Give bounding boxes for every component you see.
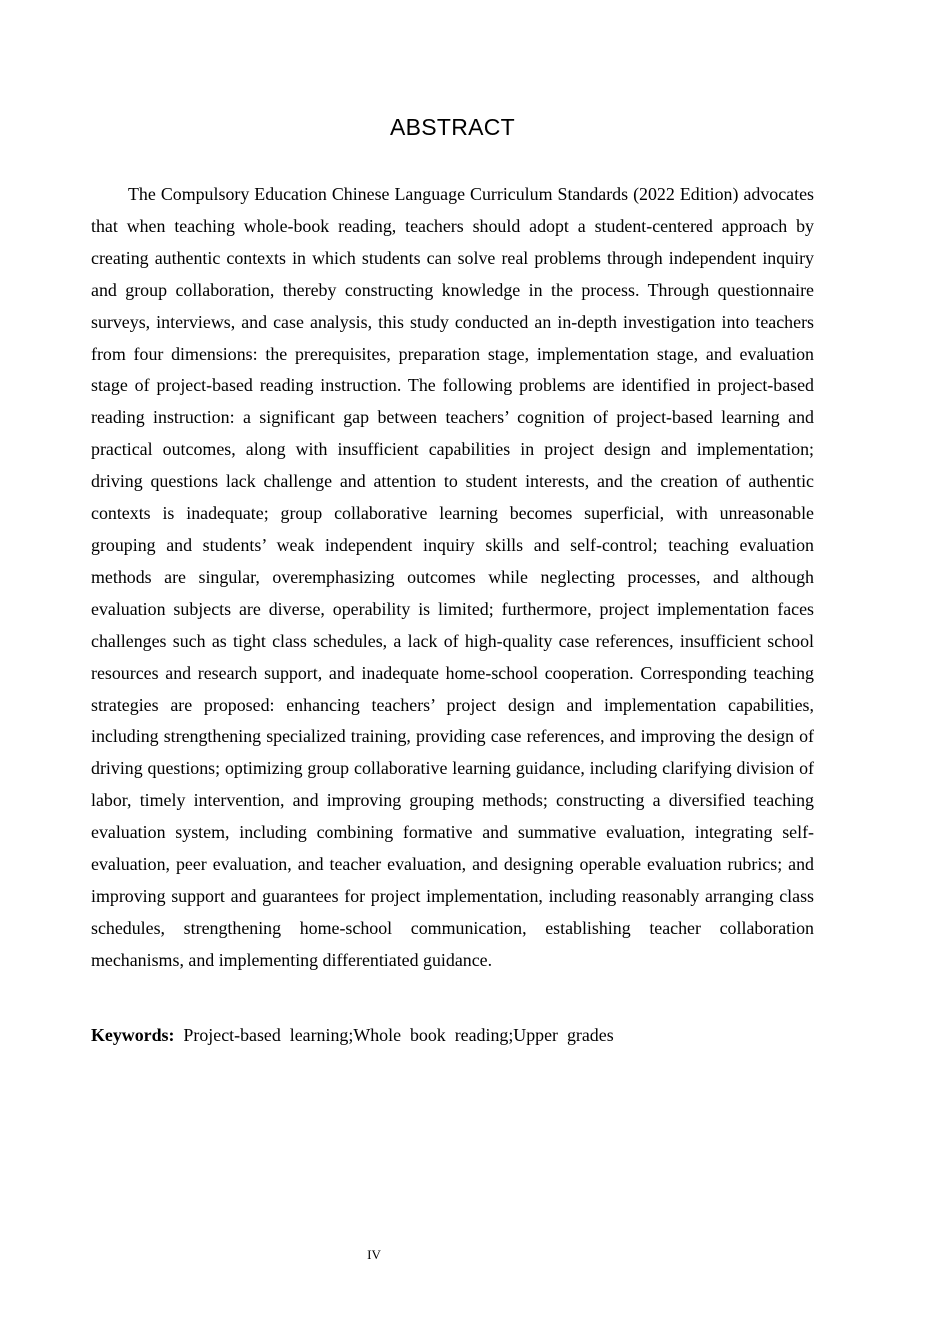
abstract-body: The Compulsory Education Chinese Language Curriculum Standards (2022 Edition) advocates that when teaching whole-book reading, teachers should adopt a student-centered approach by creating authentic contexts in which students can solve real problems through independent inquiry and group collaboration, thereby constructing knowledge in the process. Through questionnaire surveys, interviews, and case analysis, this study conducted an in-depth investigation into teachers from four dimensions: the prerequisites, preparation stage, implementation stage, and evaluation stage of project-based reading instruction. The following problems are identified in project-based reading instruction: a significant gap between teachers’ cognition of project-based learning and practical outcomes, along with insufficient capabilities in project design and implementation; driving questions lack challenge and attention to student interests, and the creation of authentic contexts is inadequate; group collaborative learning becomes superficial, with unreasonable grouping and students’ weak independent inquiry skills and self-control; teaching evaluation methods are singular, overemphasizing outcomes while neglecting processes, and although evaluation subjects are diverse, operability is limited; furthermore, project implementation faces challenges such as tight class schedules, a lack of high-quality case references, insufficient school resources and research support, and inadequate home-school cooperation. Corresponding teaching strategies are proposed: enhancing teachers’ project design and implementation capabilities, including strengthening specialized training, providing case references, and improving the design of driving questions; optimizing group collaborative learning guidance, including clarifying division of labor, timely intervention, and improving grouping methods; constructing a diversified teaching evaluation system, including combining formative and summative evaluation, integrating self-evaluation, peer evaluation, and teacher evaluation, and designing operable evaluation rubrics; and improving support and guarantees for project implementation, including reasonably arranging class schedules, strengthening home-school communication, establishing teacher collaboration mechanisms, and implementing differentiated guidance. [91, 184, 814, 970]
keywords-value: Project-based learning;Whole book reading;Upper grades [174, 1025, 614, 1045]
abstract-title: ABSTRACT [389, 114, 516, 140]
keywords-line [91, 1021, 814, 1049]
keywords-label: Keywords: [91, 1025, 175, 1045]
page-number: IV [367, 1247, 381, 1262]
